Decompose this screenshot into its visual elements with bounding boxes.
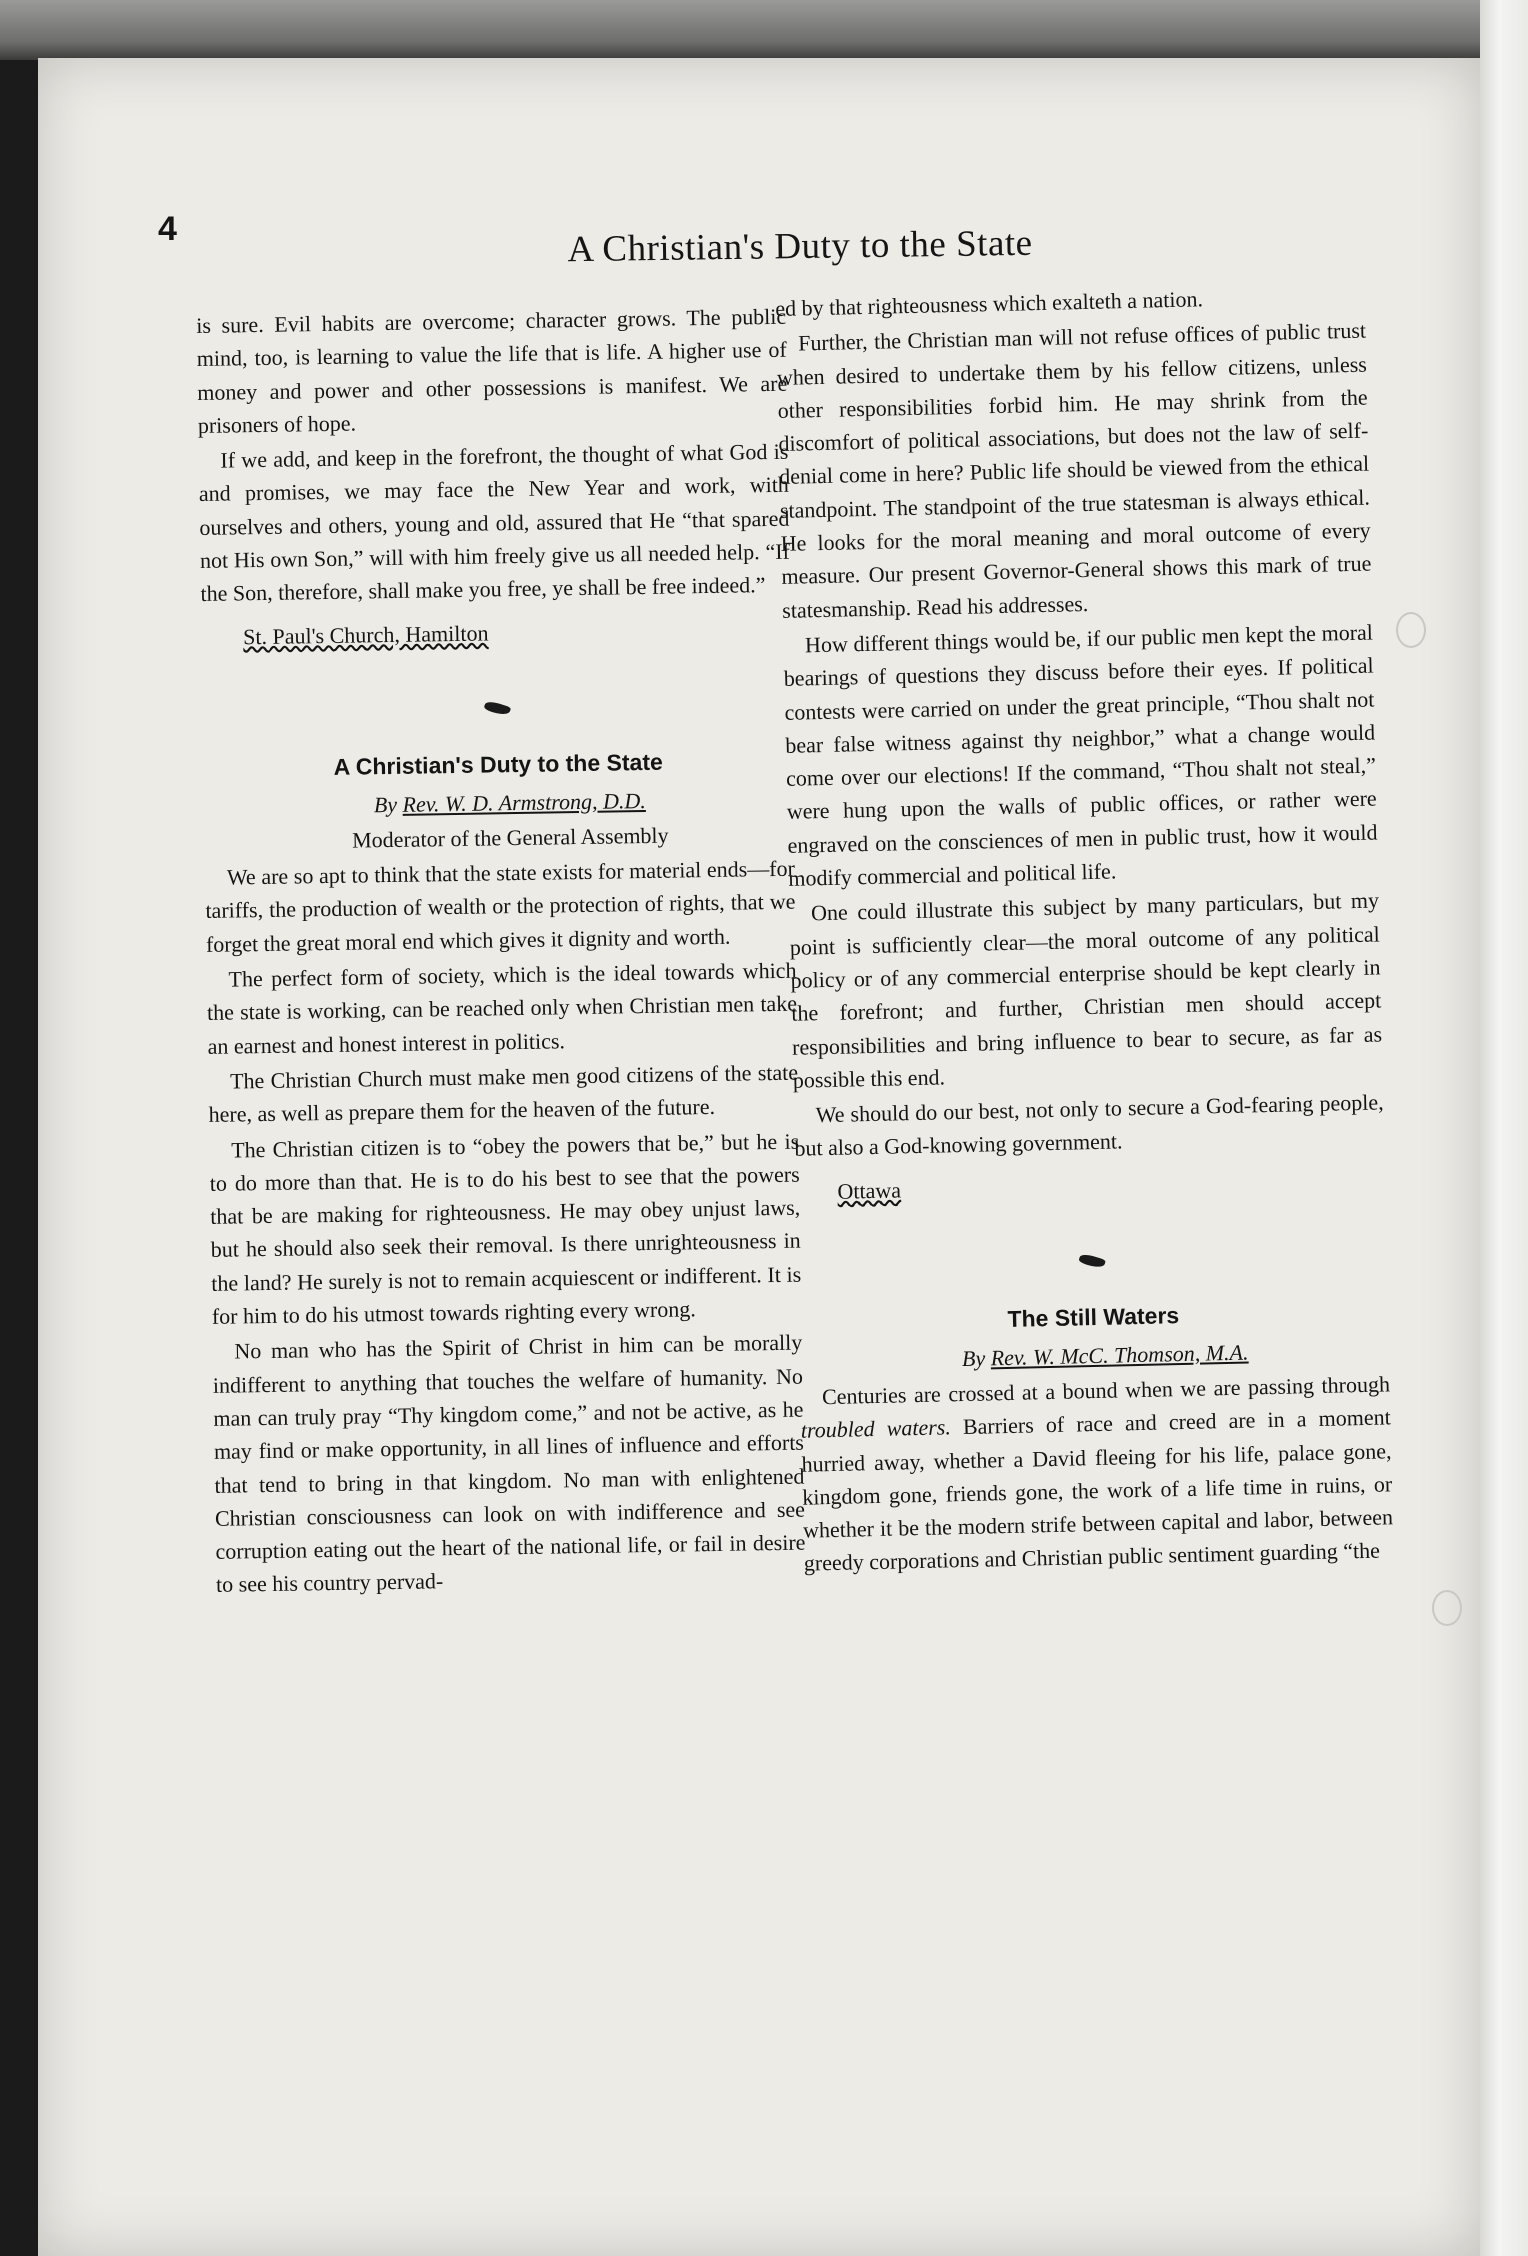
- byline-prefix: By: [373, 791, 398, 817]
- byline-prefix: By: [961, 1345, 986, 1371]
- paragraph: ed by that righteousness which exalteth a nation.: [775, 286, 1204, 321]
- paragraph: If we add, and keep in the forefront, the thought of what God is and promises, we may face the New Year and work, with ourselves and others, young and old, assured that He “that spared not His own Son,” will with him freely give us all needed help. “If the Son, therefore, shall make you free, ye shall be free indeed.”: [198, 438, 791, 607]
- article-title: A Christian's Duty to the State: [333, 748, 663, 781]
- punch-hole-lower: [1432, 1590, 1462, 1626]
- article-title: The Still Waters: [1007, 1302, 1180, 1333]
- paragraph: [800, 1367, 1394, 1580]
- paragraph: The perfect form of society, which is the ideal towards which the state is working, can be reached only when Christian men take an earnest and honest interest in politics.: [206, 957, 798, 1059]
- text-run: Barriers of race and creed are in a moment hurried away, whether a David fleeing for his life, palace gone, kingdom gone, friends gone, the work of a life time in ruins, or whether it be the modern strife between capital and labor, between greedy corporations and Christian public sentiment guarding “the: [801, 1404, 1394, 1577]
- paragraph: One could illustrate this subject by many particulars, but my point is sufficiently clear—the moral outcome of any political policy or of any commercial enterprise should be kept clearly in the forefront; and further, Christian men should accept responsibilities and bring influence to bear to secure, as far as possible this end.: [789, 887, 1383, 1093]
- author-role: Moderator of the General Assembly: [351, 822, 669, 853]
- text-run: Centuries are crossed at a bound when we are passing through: [821, 1371, 1391, 1410]
- punch-hole-upper: [1396, 612, 1426, 648]
- scan-right-edge: [1480, 0, 1528, 2256]
- section-flourish-icon: [797, 1235, 1388, 1282]
- right-column: [775, 279, 1394, 1583]
- paragraph: No man who has the Spirit of Christ in him can be morally indifferent to anything that touches the welfare of humanity. No man can truly pray “Thy kingdom come,” and not be active, as he may find or make opportunity, in all lines of influence and efforts that tend to bring in that kingdom. No man with enlightened Christian consciousness can look on with indifference and see corruption eating out the heart of the national life, or fail in desire to see his country pervad-: [212, 1329, 806, 1598]
- byline-author: Rev. W. McC. Thomson, M.A.: [990, 1339, 1249, 1370]
- paragraph: The Christian citizen is to “obey the powers that be,” but he is to do more than that. He is to do his best to see that the powers that be are making for righteousness. He may obey unjust laws, but he should also seek their removal. Is there unrighteousness in the land? He surely is not to remain acquiescent or indifferent. It is for him to do his utmost towards righting every wrong.: [209, 1128, 802, 1329]
- emphasis: troubled waters.: [800, 1414, 952, 1443]
- section-flourish-icon: [202, 685, 792, 728]
- paragraph: We should do our best, not only to secure a God-fearing people, but also a God-knowing government.: [794, 1089, 1384, 1162]
- paragraph: is sure. Evil habits are overcome; character grows. The public mind, too, is learning to value the life that is life. A higher use of money and power and other possessions is manifest. We are prisoners of hope.: [196, 303, 788, 438]
- paragraph: We are so apt to think that the state exists for material ends—for tariffs, the production of wealth or the protection of rights, that we forget the great moral end which gives it dignity and worth.: [205, 855, 796, 957]
- page-number: 4: [158, 210, 177, 248]
- paragraph: Further, the Christian man will not refuse offices of public trust when desired to undertake them by his fellow citizens, unless other responsibilities forbid him. He may shrink from the discomfort of political associations, but does not the law of self-denial come in here? Public life should be viewed from the ethical standpoint. The standpoint of the true statesman is always ethical. He looks for the moral meaning and moral outcome of every measure. Our present Governor-General shows this mark of true statesmanship. Read his addresses.: [776, 317, 1372, 623]
- running-head: A Christian's Duty to the State: [567, 222, 1033, 271]
- scan-top-edge: [0, 0, 1528, 60]
- signature-hamilton: St. Paul's Church, Hamilton: [242, 620, 489, 649]
- paragraph: How different things would be, if our public men kept the moral bearings of questions they discuss before their eyes. If political contests were carried on under the great principle, “Thou shalt not bear false witness against thy neighbor,” what a change would come over our elections! If the command, “Thou shalt not steal,” were hung upon the walls of public offices, or rather were engraved on the consciences of men in public trust, how it would modify commercial and political life.: [783, 619, 1378, 891]
- left-column: [196, 300, 806, 1604]
- paragraph: The Christian Church must make men good citizens of the state here, as well as prepare them for the heaven of the future.: [208, 1059, 799, 1128]
- signature-ottawa: Ottawa: [837, 1177, 902, 1204]
- byline-author: Rev. W. D. Armstrong, D.D.: [402, 787, 646, 817]
